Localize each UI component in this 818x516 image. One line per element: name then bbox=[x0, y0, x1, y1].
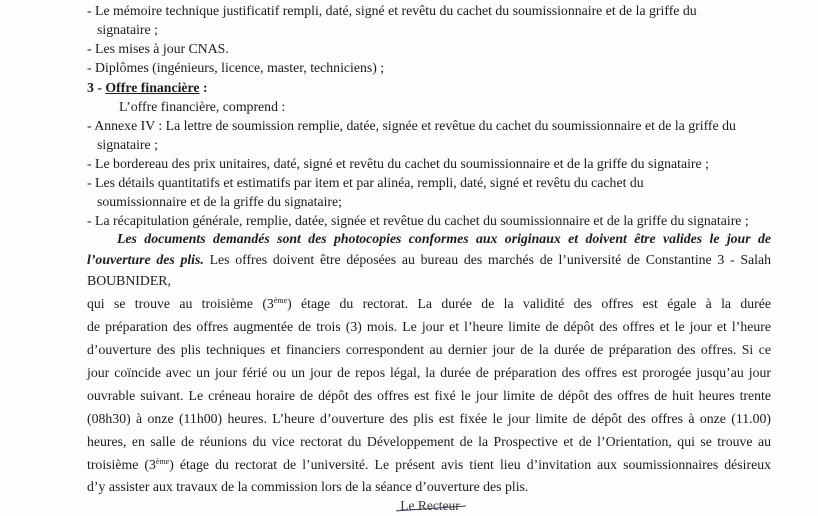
signature-line bbox=[0, 498, 818, 514]
bold-italic-line: Les documents demandés sont des photocopies conformes aux originaux et doivent être valides le jour de bbox=[117, 231, 771, 246]
section-number: 3 - bbox=[87, 80, 102, 95]
text-segment: qui se trouve au troisième (3 bbox=[87, 296, 274, 311]
text-line: soumissionnaire et de la griffe du signataire; bbox=[97, 194, 342, 209]
text-line: d’y assister aux travaux de la commission lors de la séance d’ouverture des plis. bbox=[87, 479, 529, 494]
text-line: ouvrable suivant. Le créneau horaire de dépôt des offres est fixé le jour limite de dépôt des offres de huit heures trente bbox=[87, 388, 771, 403]
text-line: - Les détails quantitatifs et estimatifs par item et par alinéa, rempli, daté, signé et revêtu du cachet du bbox=[87, 175, 644, 190]
text-line: signataire ; bbox=[97, 137, 158, 152]
text-line: - Diplômes (ingénieurs, licence, master, techniciens) ; bbox=[87, 60, 385, 75]
text-line: - Le mémoire technique justificatif rempli, daté, signé et revêtu du cachet du soumissionnaire et de la griffe du bbox=[87, 3, 697, 18]
text-line bbox=[87, 457, 771, 473]
text-line: - Annexe IV : La lettre de soumission remplie, datée, signée et revêtue du cachet du soumissionnaire et de la griffe du bbox=[87, 118, 736, 133]
text-line: heures, en salle de réunions du vice rectorat du Développement de la Prospective et de l’Orientation, qui se trouve au bbox=[87, 434, 771, 449]
text-line: signataire ; bbox=[97, 22, 158, 37]
plain-text: Les offres doivent être déposées au bureau des marchés de l’université de Constantine 3 - Salah bbox=[203, 252, 771, 267]
signature-text: Le Recteur bbox=[400, 498, 460, 513]
text-line: - Les mises à jour CNAS. bbox=[87, 41, 229, 56]
superscript: ème bbox=[155, 457, 170, 466]
section-colon: : bbox=[199, 80, 208, 95]
text-line: - La récapitulation générale, remplie, datée, signée et revêtue du cachet du soumissionnaire et de la griffe du signataire ; bbox=[87, 213, 749, 228]
text-segment: ) étage du rectorat. La durée de la validité des offres est égale à la durée bbox=[287, 296, 771, 311]
text-line: - Le bordereau des prix unitaires, daté, signé et revêtu du cachet du soumissionnaire et de la griffe du signataire ; bbox=[87, 156, 709, 171]
section-title: Offre financière bbox=[105, 80, 200, 95]
text-line: d’ouverture des plis techniques et financiers correspondent au dernier jour de la durée de préparation des offres. Si ce bbox=[87, 342, 771, 357]
bold-italic-text: l’ouverture des plis. bbox=[87, 252, 204, 267]
text-line: L’offre financière, comprend : bbox=[119, 99, 286, 114]
text-line: BOUBNIDER, bbox=[87, 273, 171, 288]
section-heading bbox=[87, 80, 208, 96]
text-line: jour coïncide avec un jour férié ou un jour de repos légal, la durée de préparation des offres est prorogée jusqu’au jour bbox=[87, 365, 771, 380]
superscript: ème bbox=[273, 296, 288, 305]
text-line bbox=[87, 296, 771, 312]
text-line bbox=[87, 252, 771, 268]
text-segment: ) étage du rectorat de l’université. Le présent avis tient lieu d’invitation aux soumissionnaires désireux bbox=[169, 457, 771, 472]
text-line: de préparation des offres augmentée de trois (3) mois. Le jour et l’heure limite de dépôt des offres et le jour et l’heure bbox=[87, 319, 771, 334]
text-line: (08h30) à onze (11h00) heures. L’heure d’ouverture des plis est fixée le jour limite de dépôt des offres à onze (11.00) bbox=[87, 411, 771, 426]
text-segment: troisième (3 bbox=[87, 457, 156, 472]
